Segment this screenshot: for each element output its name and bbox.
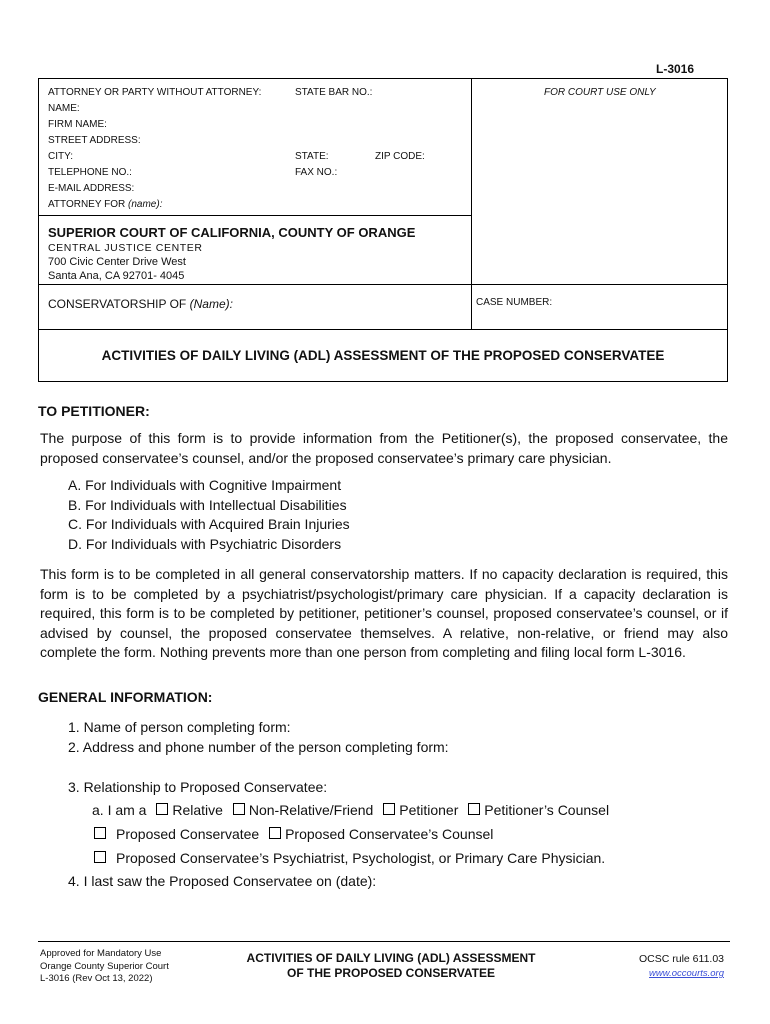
court-address: CENTRAL JUSTICE CENTER 700 Civic Center Drive West Santa Ana, CA 92701- 4045 [48,242,203,282]
list-item: B. For Individuals with Intellectual Disabilities [68,496,347,513]
street-label: STREET ADDRESS: [48,135,141,146]
relationship-row-1: a. I am a Relative Non-Relative/Friend Petitioner Petitioner’s Counsel [92,802,610,818]
caption-box [38,78,728,330]
attorney-for-label: ATTORNEY FOR (name): [48,199,163,210]
telephone-label: TELEPHONE NO.: [48,167,132,178]
city-label: CITY: [48,151,74,162]
q3-label: 3. Relationship to Proposed Conservatee: [68,779,328,795]
state-bar-label: STATE BAR NO.: [295,87,373,98]
firm-label: FIRM NAME: [48,119,107,130]
zip-label: ZIP CODE: [375,151,425,162]
attorney-label: ATTORNEY OR PARTY WITHOUT ATTORNEY: [48,87,262,98]
petitioner-checkbox[interactable] [383,803,395,815]
conservatorship-label: CONSERVATORSHIP OF (Name): [48,297,233,311]
footer-divider [38,941,730,942]
footer-approval: Approved for Mandatory Use Orange County Superior Court L-3016 (Rev Oct 13, 2022) [40,948,169,984]
form-title: ACTIVITIES OF DAILY LIVING (ADL) ASSESSMENT OF THE PROPOSED CONSERVATEE [101,348,665,363]
petitioner-counsel-checkbox[interactable] [468,803,480,815]
to-petitioner-heading: TO PETITIONER: [38,403,150,419]
footer-title: ACTIVITIES OF DAILY LIVING (ADL) ASSESSMENT OF THE PROPOSED CONSERVATEE [246,951,536,980]
list-item: D. For Individuals with Psychiatric Disorders [68,535,342,552]
fax-label: FAX NO.: [295,167,338,178]
general-heading: GENERAL INFORMATION: [38,689,213,705]
physician-checkbox[interactable] [94,851,106,863]
form-title-box [38,330,728,382]
case-number-label: CASE NUMBER: [476,297,553,308]
relationship-row-2: Proposed Conservatee Proposed Conservatee’s Counsel [88,825,493,845]
form-number: L-3016 [656,62,695,76]
court-use-label: FOR COURT USE ONLY [544,87,656,98]
list-item: C. For Individuals with Acquired Brain Injuries [68,516,350,532]
proposed-conservatee-checkbox[interactable] [94,827,106,839]
category-list [68,476,350,554]
relationship-row-3: Proposed Conservatee’s Psychiatrist, Psychologist, or Primary Care Physician. [88,849,605,869]
email-label: E-MAIL ADDRESS: [48,183,135,194]
state-label: STATE: [295,151,329,162]
instructions-paragraph: This form is to be completed in all general conservatorship matters. If no capacity declaration is required, this form is to be completed by a psychiatrist/psychologist/primary care physician. If a capacity declaration is required, this form is to be completed by petitioner, petitioner’s counsel, proposed conservatee’s counsel, or if advised by counsel, the proposed conservatee themselves. A relative, non-relative, or friend may also complete the form. Nothing prevents more than one person from completing and filing local form L-3016. [40,566,728,660]
list-item: A. For Individuals with Cognitive Impairment [68,477,342,493]
non-relative-checkbox[interactable] [233,803,245,815]
q1-label: 1. Name of person completing form: [68,719,291,735]
q2-label: 2. Address and phone number of the person completing form: [68,739,449,755]
proposed-counsel-checkbox[interactable] [269,827,281,839]
relative-checkbox[interactable] [156,803,168,815]
q4-label: 4. I last saw the Proposed Conservatee on (date): [68,873,377,889]
name-label: NAME: [48,103,80,114]
footer-rule: OCSC rule 611.03 www.occourts.org [638,953,724,979]
courts-website-link[interactable]: www.occourts.org [649,968,724,979]
court-title: SUPERIOR COURT OF CALIFORNIA, COUNTY OF ORANGE [48,225,416,240]
intro-paragraph: The purpose of this form is to provide information from the Petitioner(s), the proposed conservatee, the proposed conservatee’s counsel, and/or the proposed conservatee’s primary care physician. [40,430,728,466]
